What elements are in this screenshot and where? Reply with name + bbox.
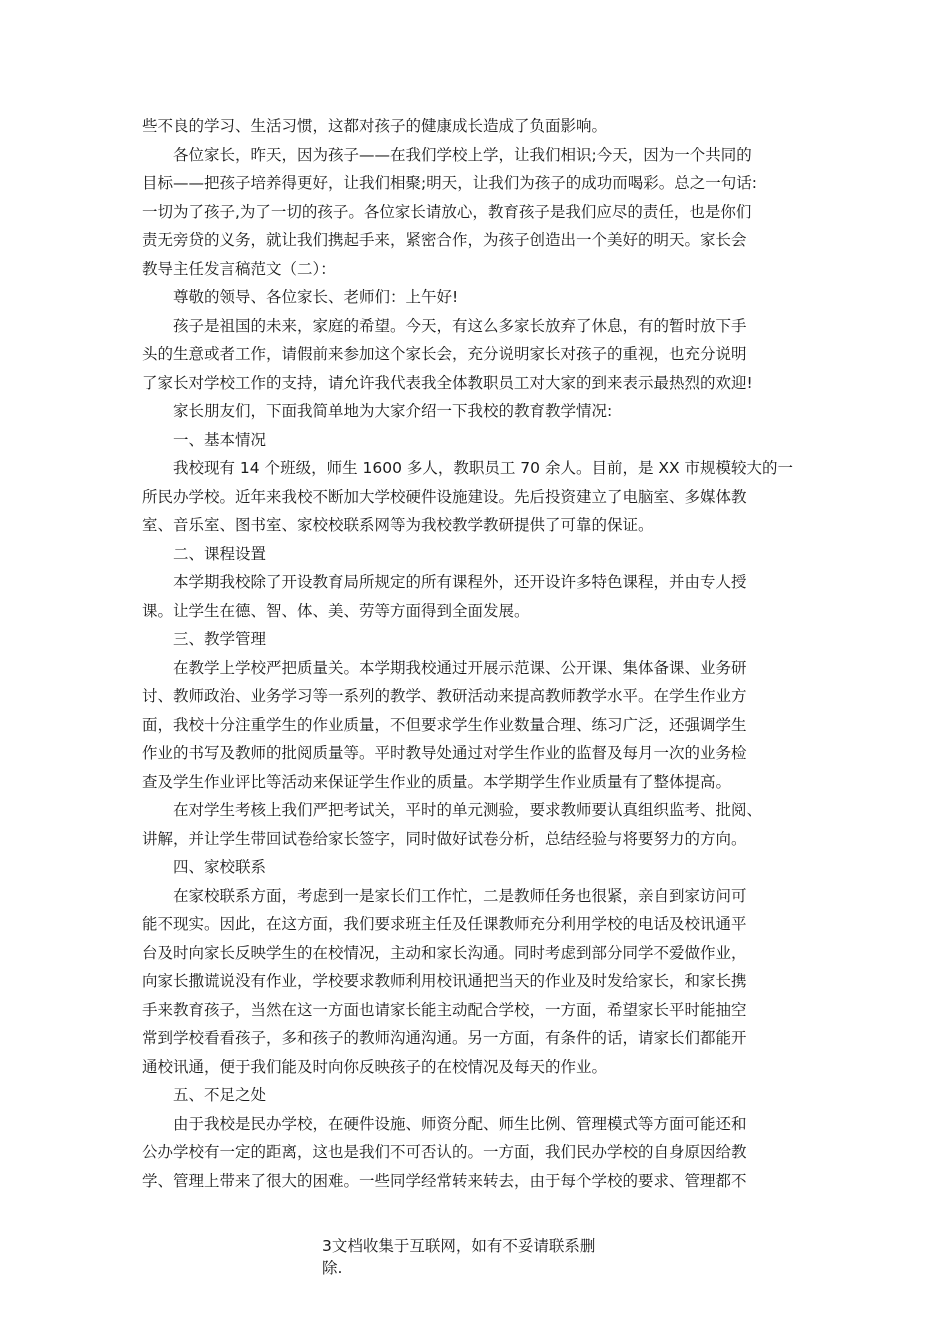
text-line: 本学期我校除了开设教育局所规定的所有课程外，还开设许多特色课程，并由专人授 xyxy=(173,573,747,591)
text-line: 向家长撒谎说没有作业，学校要求教师利用校讯通把当天的作业及时发给家长，和家长携 xyxy=(142,972,747,990)
text-line: 课。让学生在德、智、体、美、劳等方面得到全面发展。 xyxy=(142,601,530,620)
text-line: 由于我校是民办学校，在硬件设施、师资分配、师生比例、管理模式等方面可能还和 xyxy=(173,1114,747,1133)
text-line: 在家校联系方面，考虑到一是家长们工作忙，二是教师任务也很紧，亲自到家访问可 xyxy=(173,886,747,905)
text-line: 二、课程设置 xyxy=(173,544,267,563)
text-line: 孩子是祖国的未来，家庭的希望。今天，有这么多家长放弃了休息，有的暂时放下手 xyxy=(173,316,747,335)
text-line: 查及学生作业评比等活动来保证学生作业的质量。本学期学生作业质量有了整体提高。 xyxy=(142,772,732,791)
text-line: 四、家校联系 xyxy=(173,858,267,876)
document-body xyxy=(142,112,832,1195)
text-line: 公办学校有一定的距离，这也是我们不可否认的。一方面，我们民办学校的自身原因给教 xyxy=(142,1143,747,1161)
text-line: 通校讯通，便于我们能及时向你反映孩子的在校情况及每天的作业。 xyxy=(142,1057,608,1076)
footer-line-2: 除. xyxy=(322,1259,343,1277)
text-line: 所民办学校。近年来我校不断加大学校硬件设施建设。先后投资建立了电脑室、多媒体教 xyxy=(142,487,747,506)
page-footer xyxy=(322,1235,642,1279)
text-line: 责无旁贷的义务，就让我们携起手来，紧密合作，为孩子创造出一个美好的明天。家长会 xyxy=(142,231,747,249)
text-line: 台及时向家长反映学生的在校情况，主动和家长沟通。同时考虑到部分同学不爱做作业， xyxy=(142,943,747,962)
text-line: 面，我校十分注重学生的作业质量，不但要求学生作业数量合理、练习广泛，还强调学生 xyxy=(142,715,747,734)
text-line: 五、不足之处 xyxy=(173,1086,267,1104)
text-line: 学、管理上带来了很大的困难。一些同学经常转来转去，由于每个学校的要求、管理都不 xyxy=(142,1171,747,1190)
text-line: 作业的书写及教师的批阅质量等。平时教导处通过对学生作业的监督及每月一次的业务检 xyxy=(142,744,747,762)
text-line: 在教学上学校严把质量关。本学期我校通过开展示范课、公开课、集体备课、业务研 xyxy=(173,658,747,677)
text-line: 我校现有 14 个班级，师生 1600 多人，教职员工 70 余人。目前，是 XX 市规模较大的一 xyxy=(173,459,794,477)
text-line: 室、音乐室、图书室、家校校联系网等为我校教学教研提供了可靠的保证。 xyxy=(142,516,654,534)
text-line: 教导主任发言稿范文（二）： xyxy=(142,259,336,278)
text-line: 头的生意或者工作，请假前来参加这个家长会，充分说明家长对孩子的重视，也充分说明 xyxy=(142,345,747,363)
text-line: 了家长对学校工作的支持，请允许我代表我全体教职员工对大家的到来表示最热烈的欢迎! xyxy=(142,373,753,392)
text-line: 一切为了孩子,为了一切的孩子。各位家长请放心，教育孩子是我们应尽的责任，也是你们 xyxy=(142,202,752,221)
text-line: 讲解，并让学生带回试卷给家长签字，同时做好试卷分析，总结经验与将要努力的方向。 xyxy=(142,829,747,848)
text-line: 在对学生考核上我们严把考试关，平时的单元测验，要求教师要认真组织监考、批阅、 xyxy=(173,801,763,819)
footer-line-1: 3文档收集于互联网，如有不妥请联系删 xyxy=(322,1237,596,1255)
text-line: 尊敬的领导、各位家长、老师们：上午好! xyxy=(173,288,459,306)
text-line: 常到学校看看孩子，多和孩子的教师沟通沟通。另一方面，有条件的话，请家长们都能开 xyxy=(142,1029,747,1047)
text-line: 手来教育孩子，当然在这一方面也请家长能主动配合学校，一方面，希望家长平时能抽空 xyxy=(142,1000,747,1019)
text-line: 些不良的学习、生活习惯，这都对孩子的健康成长造成了负面影响。 xyxy=(142,117,608,135)
text-line: 目标——把孩子培养得更好，让我们相聚;明天，让我们为孩子的成功而喝彩。总之一句话: xyxy=(142,174,757,192)
text-line: 家长朋友们，下面我简单地为大家介绍一下我校的教育教学情况: xyxy=(173,402,613,420)
text-line: 各位家长，昨天，因为孩子——在我们学校上学，让我们相识;今天，因为一个共同的 xyxy=(173,145,752,164)
text-line: 讨、教师政治、业务学习等一系列的教学、教研活动来提高教师教学水平。在学生作业方 xyxy=(142,687,747,705)
text-line: 一、基本情况 xyxy=(173,430,267,449)
text-line: 能不现实。因此，在这方面，我们要求班主任及任课教师充分利用学校的电话及校讯通平 xyxy=(142,915,747,933)
text-line: 三、教学管理 xyxy=(173,630,267,648)
